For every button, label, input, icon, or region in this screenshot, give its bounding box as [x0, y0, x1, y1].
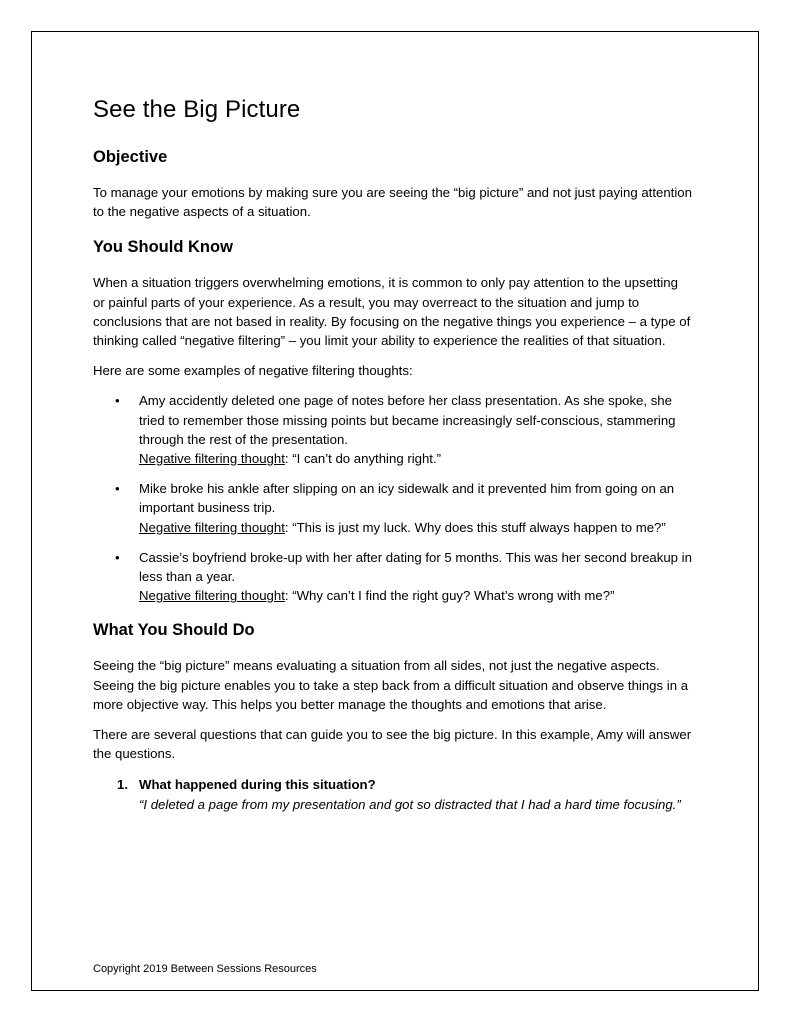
list-item	[93, 391, 693, 468]
example-text: Mike broke his ankle after slipping on an icy sidewalk and it prevented him from going on an important business trip.	[139, 481, 675, 516]
you-should-know-heading: You Should Know	[93, 238, 233, 257]
what-you-should-do-heading: What You Should Do	[93, 621, 255, 640]
what-you-should-do-paragraph-1: Seeing the “big picture” means evaluating a situation from all sides, not just the negative aspects. Seeing the big picture enables you to take a step back from a difficult situation and observe things in a more objective way. This helps you better manage the thoughts and emotions that arise.	[93, 658, 689, 712]
question-number: 1.	[117, 777, 128, 793]
example-text: Amy accidently deleted one page of notes before her class presentation. As she spoke, she tried to remember those missing points but became increasingly self-conscious, stammering through the rest of the presentation.	[139, 393, 676, 447]
negative-thought-text: : “This is just my luck. Why does this stuff always happen to me?”	[284, 519, 666, 535]
negative-thought-text: : “I can’t do anything right.”	[284, 451, 442, 467]
negative-thought-label: Negative filtering thought	[139, 519, 285, 535]
you-should-know-paragraph-1: When a situation triggers overwhelming emotions, it is common to only pay attention to the upsetting or painful parts of your experience. As a result, you may overreact to the situation and jump to conclusions that are not based in reality. By focusing on the negative things you experience – a type of thinking called “negative filtering” – you limit your ability to experience the realities of that situation.	[93, 275, 691, 349]
question-text: What happened during this situation?	[139, 777, 376, 793]
bullet-icon: •	[115, 549, 120, 565]
document-body	[93, 94, 693, 814]
example-text: Cassie’s boyfriend broke-up with her after dating for 5 months. This was her second breakup in less than a year.	[139, 549, 692, 585]
negative-thought-text: : “Why can’t I find the right guy? What’s wrong with me?”	[284, 588, 615, 604]
bullet-icon: •	[115, 481, 120, 497]
objective-heading: Objective	[93, 148, 168, 166]
questions-list	[93, 775, 693, 813]
page-title: See the Big Picture	[93, 96, 301, 123]
negative-thought-label: Negative filtering thought	[139, 451, 285, 467]
list-item	[93, 775, 693, 813]
list-item	[93, 548, 693, 606]
objective-text: To manage your emotions by making sure you are seeing the “big picture” and not just paying attention to the negative aspects of a situation.	[93, 185, 692, 220]
what-you-should-do-paragraph-2: There are several questions that can guide you to see the big picture. In this example, Amy will answer the questions.	[93, 727, 692, 762]
examples-list	[93, 391, 693, 605]
list-item	[93, 479, 693, 537]
answer-text: “I deleted a page from my presentation and got so distracted that I had a hard time focusing.”	[139, 796, 681, 812]
negative-thought-label: Negative filtering thought	[139, 588, 285, 604]
you-should-know-paragraph-2: Here are some examples of negative filtering thoughts:	[93, 363, 413, 379]
copyright-footer: Copyright 2019 Between Sessions Resources	[93, 963, 317, 975]
bullet-icon: •	[115, 393, 120, 409]
